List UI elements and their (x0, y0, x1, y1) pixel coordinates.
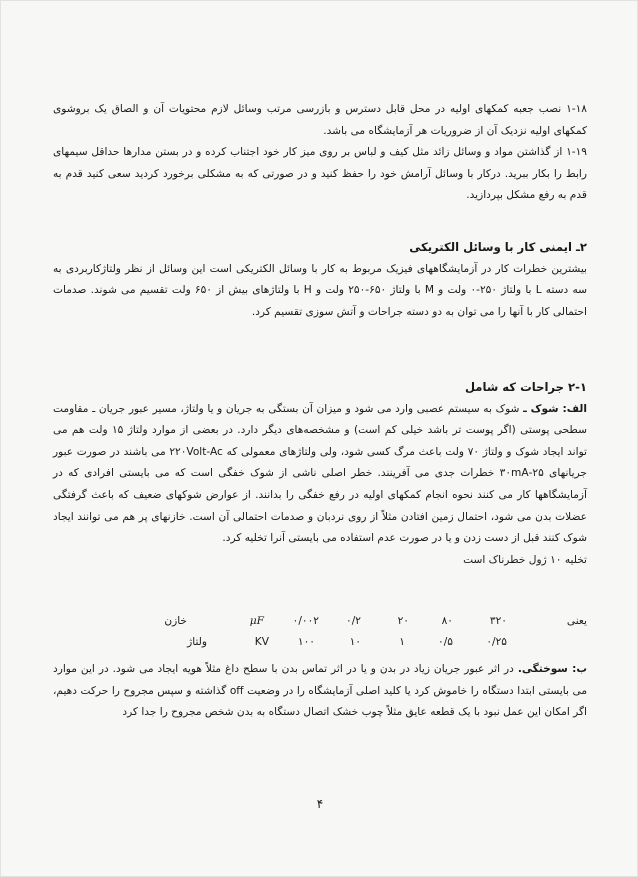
shock-paragraph (53, 399, 587, 550)
burn-text: در اثر عبور جریان زیاد در بدن و یا در اثر تماس بدن با سطح داغ مثلاً هویه ایجاد می شود. در این موارد می بایستی ابتدا دستگاه را خاموش کرد یا کلید اصلی آزمایشگاه را در وضعیت off گذاشته و سپس مجروح را حرکت دهیم، اگر امکان این عمل نبود با یک قطعه عایق مثلاً چوب خشک اتصال دستگاه به بدن شخص مجروح را جدا کرد (53, 663, 587, 719)
table-row-name: خازن (164, 615, 187, 627)
burn-block (53, 659, 587, 724)
table-cell: ۰/۲۵ (486, 636, 507, 648)
section-2-1-block (53, 377, 587, 571)
table-unit: KV (254, 636, 269, 648)
section-1-block (53, 99, 587, 207)
section-2-intro: بیشترین خطرات کار در آزمایشگاههای فیزیک مربوط به کار با وسائل الکتریکی است این وسائل از نظر ولتاژکاربردی به سه دسته L با ولتاژ ۲۵۰-۰ ولت و M با ولتاژ ۶۵۰-۲۵۰ ولت و H با ولتاژهای بیش از ۶۵۰ ولت تقسیم می شوند. صدمات احتمالی کار با آنها را می توان به دو دسته جراحات و آتش سوزی تقسیم کرد. (53, 262, 588, 318)
table-cell: ۸۰ (441, 615, 453, 627)
page-number: ۴ (316, 797, 324, 811)
table-cell: ۱۰۰ (297, 636, 315, 648)
shock-label: الف: شوک ـ (523, 402, 587, 415)
burn-label: ب: سوختگی. (517, 663, 587, 675)
table-row-name: ولتاژ (187, 636, 207, 648)
capacitor-table (53, 615, 587, 657)
table-cell: ۲۰ (397, 615, 409, 627)
discharge-note: تخلیه ۱۰ ژول خطرناک است (463, 553, 587, 566)
section-2-block (53, 237, 587, 323)
paragraph-1-18: ۱-۱۸ نصب جعبه کمکهای اولیه در محل قابل دسترس و بازرسی مرتب وسائل لازم محتویات آن و الصاق یک بروشوی کمکهای اولیه نزدیک آن از ضروریات هر آزمایشگاه می باشد. (53, 103, 587, 137)
paragraph-1-19: ۱-۱۹ از گذاشتن مواد و وسائل زائد مثل کیف و لباس بر روی میز کار خود اجتناب کرده و در بستن مدارها حداقل سیمهای رابط را بکار ببرید. درکار با وسائل آرامش خود را حفظ کنید و در صورتی که به مشکلی برخورد کردید سعی کنید قدم به قدم به رفع مشکل بپردازید. (53, 146, 587, 202)
shock-text: شوک به سیستم عصبی وارد می شود و میزان آن بستگی به جریان و یا ولتاژ، مسیر عبور جریان ـ مقاومت سطحی پوستی (اگر پوست تر باشد خیلی کم است) و مشخصه‌های دیگر دارد. در بعضی از موارد ولتاژ ۱۵ ولت هم می تواند ایجاد شوک و ولتاژ ۷۰ ولت باعث مرگ کسی شود، ولی ولتاژهای معمولی که ۲۲۰Volt-Ac می باشند در صورت عبور جریانهای ۲۵-۳۰mA خطرات جدی می آفرینند. خطر اصلی ناشی از شوک خفگی است که می بایستی افرادی که در آزمایشگاهها کار می کنند نحوه انجام کمکهای اولیه در رفع خفگی را بدانند. از عوارض شوکهای ضعیف که باعث گرفتگی عضلات بدن می شود، احتمال زمین افتادن مثلاً از روی نردبان و صدمات احتمالی آن است. خازنهای پر هم می توانند ایجاد شوک کنند قبل از دست زدن و یا در صورت عدم استفاده می بایستی آنرا تخلیه کرد. (53, 402, 587, 545)
table-cell: ۰/۲ (346, 615, 361, 627)
table-unit: μF (249, 615, 264, 627)
table-cell: ۰/۵ (438, 636, 453, 648)
subsection-2-1-heading: ۲-۱ جراحات که شامل (464, 380, 587, 394)
table-cell: ۰/۰۰۲ (292, 615, 319, 627)
table-cell: ۱ (399, 636, 405, 648)
table-row (53, 636, 587, 657)
table-cell: ۳۲۰ (489, 615, 507, 627)
section-2-heading: ۲ـ ایمنی کار با وسائل الکتریکی (409, 240, 587, 254)
table-row (53, 615, 587, 636)
table-label: یعنی (566, 615, 587, 627)
burn-paragraph (53, 659, 587, 724)
table-cell: ۱۰ (349, 636, 361, 648)
